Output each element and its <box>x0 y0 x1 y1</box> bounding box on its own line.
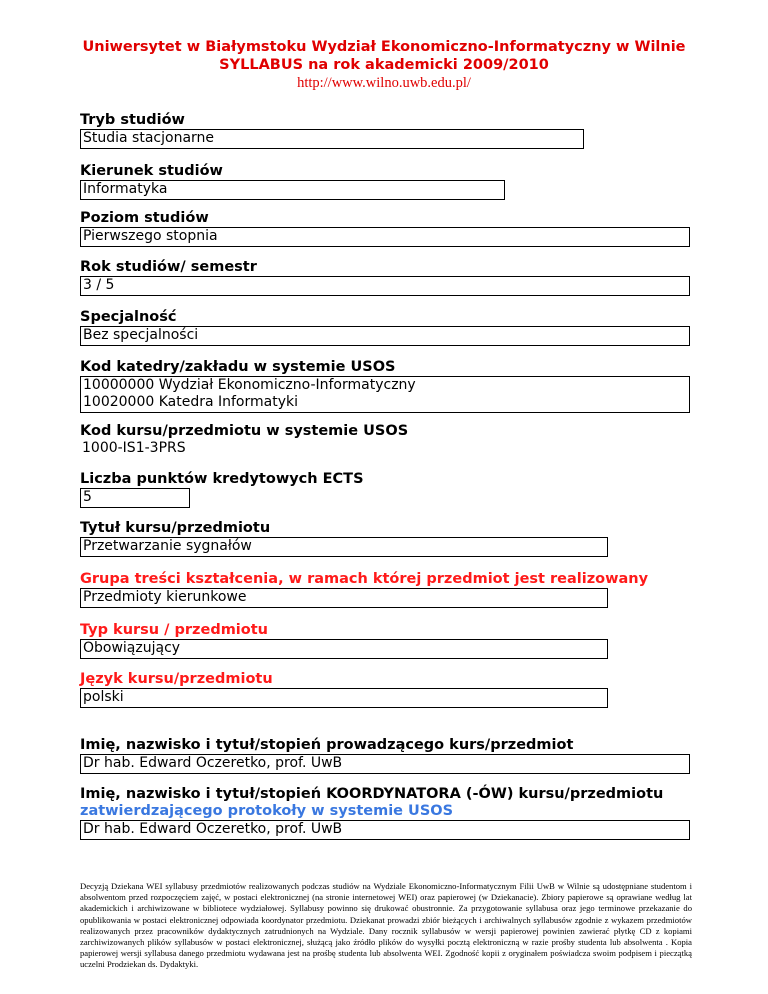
field-value: Dr hab. Edward Oczeretko, prof. UwB <box>83 755 343 771</box>
field-value: Przetwarzanie sygnałów <box>83 538 252 554</box>
field-typ-kursu <box>80 622 608 659</box>
field-label: Grupa treści kształcenia, w ramach której przedmiot jest realizowany <box>80 571 649 587</box>
field-value-line-1: 10000000 Wydział Ekonomiczno-Informatyczny <box>83 377 416 393</box>
field-grupa-tresci <box>80 571 648 608</box>
field-label-part-2: zatwierdzającego protokoły w systemie USOS <box>80 803 454 819</box>
field-jezyk-kursu <box>80 671 608 708</box>
field-value-box <box>80 227 690 247</box>
field-value-box <box>80 688 608 708</box>
field-tryb-studiow <box>80 112 584 149</box>
faculty-url[interactable]: http://www.wilno.uwb.edu.pl/ <box>297 75 471 91</box>
field-label <box>80 786 690 820</box>
field-value: 5 <box>83 489 92 505</box>
field-label: Kod katedry/zakładu w systemie USOS <box>80 359 396 375</box>
field-value: 1000-IS1-3PRS <box>82 440 186 456</box>
field-label: Specjalność <box>80 309 177 325</box>
field-prowadzacy <box>80 737 690 774</box>
field-value-plain <box>80 440 408 457</box>
field-value-line-2: 10020000 Katedra Informatyki <box>83 394 298 410</box>
field-value-box <box>80 537 608 557</box>
field-value: Pierwszego stopnia <box>83 228 218 244</box>
field-label: Liczba punktów kredytowych ECTS <box>80 471 364 487</box>
field-label: Język kursu/przedmiotu <box>80 671 273 687</box>
field-koordynator <box>80 786 690 840</box>
field-value: 3 / 5 <box>83 277 115 293</box>
field-label: Poziom studiów <box>80 210 209 226</box>
field-value-box <box>80 754 690 774</box>
field-value-box <box>80 326 690 346</box>
footer-note: Decyzją Dziekana WEI syllabusy przedmiotów realizowanych podczas studiów na Wydziale Ekonomiczno-Informatycznym Filii UwB w Wilnie są udostępniane studentom i absolwentom przed rozpoczęciem zajęć, w postaci elektronicznej (na stronie internetowej WEI) oraz papierowej (w Dziekanacie). Zbiory papierowe są oprawiane według lat akademickich i archiwizowane w bibliotece wydziałowej. Syllabusy powinno się drukować obustronnie. Za przygotowanie syllabusa oraz jego terminowe przekazanie do opublikowania w postaci elektronicznej odpowiada koordynator przedmiotu. Dziekanat prowadzi zbiór bieżących i archiwalnych syllabusów zgodnie z wykazem przedmiotów realizowanych przez pracowników dydaktycznych zatrudnionych na Wydziale. Dany rocznik syllabusów w wersji papierowej powinien zawierać płytkę CD z kopiami zarchiwizowanych plików syllabusów w postaci elektronicznej, służącą jako źródło plików do wysyłki pocztą elektroniczną w razie prośby studenta lub absolwenta . Kopia papierowej wersji syllabusa danego przedmiotu wydawana jest na prośbę studenta lub absolwenta WEI. Zgodność kopii z oryginałem poświadcza swoim podpisem i pieczątką uczelni Prodziekan ds. Dydaktyki. <box>80 881 692 970</box>
field-poziom-studiow <box>80 210 690 247</box>
field-rok-semestr <box>80 259 690 296</box>
field-label-part-1: Imię, nazwisko i tytuł/stopień KOORDYNATORA (-ÓW) kursu/przedmiotu <box>80 786 664 802</box>
field-kod-katedry <box>80 359 690 413</box>
field-specjalnosc <box>80 309 690 346</box>
field-label: Typ kursu / przedmiotu <box>80 622 268 638</box>
field-value: polski <box>83 689 124 705</box>
field-value: Bez specjalności <box>83 327 199 343</box>
document-header <box>0 38 768 92</box>
field-value-box <box>80 376 690 413</box>
field-ects <box>80 471 364 508</box>
field-kod-kursu <box>80 423 408 457</box>
field-value-box <box>80 820 690 840</box>
field-value-box <box>80 180 505 200</box>
field-value: Przedmioty kierunkowe <box>83 589 247 605</box>
field-value: Informatyka <box>83 181 168 197</box>
field-label: Kod kursu/przedmiotu w systemie USOS <box>80 423 409 439</box>
field-label: Tryb studiów <box>80 112 185 128</box>
field-value: Studia stacjonarne <box>83 130 215 146</box>
field-value-box <box>80 276 690 296</box>
syllabus-year-title: SYLLABUS na rok akademicki 2009/2010 <box>219 57 549 73</box>
field-label: Imię, nazwisko i tytuł/stopień prowadzącego kurs/przedmiot <box>80 737 574 753</box>
field-value-box <box>80 588 608 608</box>
university-title: Uniwersytet w Białymstoku Wydział Ekonomiczno-Informatyczny w Wilnie <box>82 39 686 55</box>
field-value-box <box>80 639 608 659</box>
field-label: Kierunek studiów <box>80 163 223 179</box>
field-label: Tytuł kursu/przedmiotu <box>80 520 271 536</box>
field-value-box <box>80 129 584 149</box>
field-value: Dr hab. Edward Oczeretko, prof. UwB <box>83 821 343 837</box>
field-kierunek-studiow <box>80 163 505 200</box>
field-label: Rok studiów/ semestr <box>80 259 257 275</box>
field-value-box <box>80 488 190 508</box>
field-tytul-kursu <box>80 520 608 557</box>
field-value: Obowiązujący <box>83 640 181 656</box>
